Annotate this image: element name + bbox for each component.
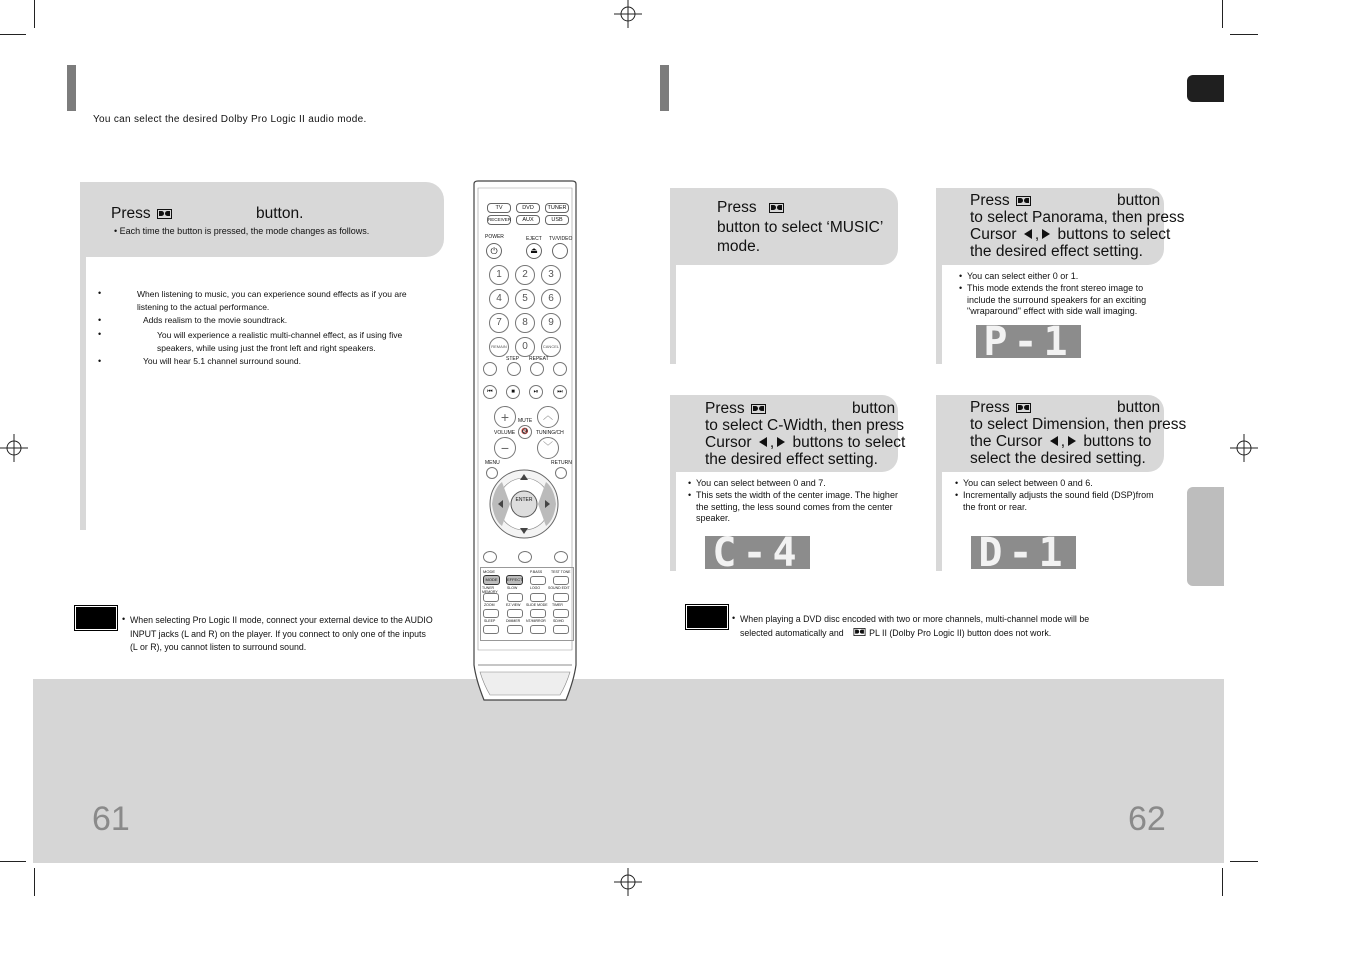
remote-aux-button[interactable]: AUX: [516, 215, 540, 225]
step-1-button-word: button.: [256, 205, 304, 222]
remote-tv-button[interactable]: TV: [487, 203, 511, 213]
pl2-label: PL II: [869, 627, 887, 638]
remote-label: MODE: [483, 569, 495, 574]
step-box-dimension-rule: [936, 465, 942, 571]
mode-cinema-desc: Adds realism to the movie soundtrack.: [143, 315, 288, 325]
remote-sleep-button[interactable]: [483, 625, 499, 634]
remote-tuner-button[interactable]: TUNER: [545, 203, 569, 213]
step-box-1-rule: [80, 250, 86, 530]
remote-audio-button[interactable]: [518, 551, 532, 563]
crop-mark: [1230, 34, 1258, 35]
step-dimension-line1: [970, 399, 1033, 416]
remote-volume-label: VOLUME: [494, 430, 516, 436]
remote-volume-up-button[interactable]: +: [494, 406, 516, 428]
cursor-right-icon: [1068, 436, 1076, 446]
mode-bullet: •: [98, 315, 102, 325]
step-cwidth-button-word: button: [852, 400, 896, 417]
remote-digit-button[interactable]: 5: [515, 289, 535, 309]
remote-stop-button[interactable]: ■: [506, 385, 520, 399]
step-1-press: [111, 205, 174, 222]
mode-bullet: •: [98, 288, 102, 298]
dolby-icon: [1016, 196, 1031, 206]
step-1-note: • Each time the button is pressed, the mode changes as follows.: [114, 226, 370, 236]
dimension-bullet-1: You can select between 0 and 6.: [963, 478, 1093, 488]
remote-nav-pad[interactable]: [488, 468, 560, 540]
step-dimension-button-word: button: [1117, 399, 1161, 416]
section-bar-left: [67, 65, 76, 111]
cursor-left-icon: [1024, 229, 1032, 239]
step-box-panorama-rule: [936, 258, 942, 364]
remote-volume-down-button[interactable]: −: [494, 437, 516, 459]
remote-mute-label: MUTE: [518, 418, 533, 424]
crop-mark: [1222, 868, 1223, 896]
page-number-right: 62: [1128, 800, 1166, 838]
remote-step-label: STEP: [506, 356, 520, 362]
cursor-left-icon: [759, 437, 767, 447]
remote-dimmer-label: DIMMER: [506, 619, 521, 623]
cursor-right-icon: [777, 437, 785, 447]
step-box-music-rule: [670, 258, 676, 364]
remote-remain-button[interactable]: REMAIN: [489, 337, 509, 357]
cursor-right-icon: [1042, 229, 1050, 239]
remote-power-button[interactable]: ⏻: [486, 243, 502, 259]
remote-timer-button[interactable]: [553, 609, 569, 618]
remote-play-pause-button[interactable]: ⏯: [529, 385, 543, 399]
dolby-icon: [769, 203, 784, 213]
step-cwidth-line4: the desired effect setting.: [705, 451, 878, 468]
remote-info-button[interactable]: [483, 551, 497, 563]
remote-usb-button[interactable]: USB: [545, 215, 569, 225]
mode-matrix-desc: You will hear 5.1 channel surround sound.: [143, 356, 301, 366]
display-panorama: P-1: [976, 325, 1081, 358]
step-panorama-line2: to select Panorama, then press: [970, 209, 1185, 226]
remote-testtone-label: TEST TONE: [551, 570, 571, 574]
note-label-box-right: [686, 605, 728, 629]
bullet-marker: •: [955, 490, 959, 500]
remote-mute-button[interactable]: 🔇: [518, 425, 532, 439]
step-music-line2: button to select ‘MUSIC’: [717, 219, 884, 236]
dolby-icon: [1016, 403, 1031, 413]
remote-tuning-down-button[interactable]: ﹀: [537, 437, 559, 459]
remote-digit-button[interactable]: 8: [515, 313, 535, 333]
press-label: Press: [717, 199, 757, 216]
remote-prev-button[interactable]: ⏮: [483, 385, 497, 399]
remote-next-button[interactable]: ⏭: [553, 385, 567, 399]
note-bullet: •: [122, 614, 126, 624]
remote-tuning-label: TUNING/CH: [536, 430, 564, 436]
remote-effect-button[interactable]: EFFECT: [506, 575, 523, 585]
bullet-marker: •: [955, 478, 959, 488]
remote-dvd-button[interactable]: DVD: [516, 203, 540, 213]
step-dimension-line2: to select Dimension, then press: [970, 416, 1187, 433]
crop-mark: [1230, 861, 1258, 862]
remote-slidemode-button[interactable]: [530, 609, 546, 618]
remote-digit-button[interactable]: 6: [541, 289, 561, 309]
remote-rewind-button[interactable]: [483, 362, 497, 376]
remote-ezview-label: EZ VIEW: [506, 603, 521, 607]
display-cwidth: C-4: [705, 536, 810, 569]
remote-mode-button[interactable]: MODE: [483, 575, 500, 585]
step-panorama-line3: Cursor , buttons to select: [970, 226, 1171, 243]
remote-timer-label: TIMER: [552, 603, 563, 607]
press-label: Press: [111, 205, 151, 222]
cursor-label: Cursor: [705, 434, 752, 451]
step-dimension-line3-rest: buttons to: [1083, 433, 1152, 450]
remote-pbass-button[interactable]: [530, 576, 546, 585]
step-cwidth-line1: [705, 400, 768, 417]
remote-enter-label[interactable]: ENTER: [515, 497, 533, 503]
remote-return-label: RETURN: [551, 460, 572, 466]
note-text-right: [740, 613, 1120, 640]
remote-subtitle-button[interactable]: [554, 551, 568, 563]
cursor-left-icon: [1050, 436, 1058, 446]
dolby-icon: [854, 628, 866, 636]
remote-soundedit-label: SOUND EDIT: [548, 586, 570, 590]
remote-logo-button[interactable]: [530, 593, 546, 602]
chapter-tab: [1187, 75, 1224, 102]
remote-power-label: POWER: [485, 234, 504, 240]
remote-digit-button[interactable]: 3: [541, 265, 561, 285]
crop-mark: [0, 861, 26, 862]
display-dimension: D-1: [971, 536, 1076, 569]
remote-repeat-label: REPEAT: [529, 356, 549, 362]
step-panorama-line3-rest: buttons to select: [1057, 226, 1171, 243]
crop-mark: [1222, 0, 1223, 28]
remote-receiver-button[interactable]: RECEIVER: [487, 215, 511, 225]
remote-slow-button[interactable]: [507, 593, 523, 602]
mode-bullet: •: [98, 356, 102, 366]
remote-dimmer-button[interactable]: [507, 625, 523, 634]
mode-prologic-desc: You will experience a realistic multi-channel effect, as if using five speakers, while using just the front left and right speakers.: [157, 330, 403, 353]
remote-step-button[interactable]: [507, 362, 521, 376]
crop-mark: [34, 868, 35, 896]
chapter-tab-gray: [1187, 487, 1224, 586]
remote-slidemode-label: SLIDE MODE: [526, 603, 548, 607]
intro-text: You can select the desired Dolby Pro Logic II audio mode.: [93, 114, 367, 125]
remote-digit-button[interactable]: 2: [515, 265, 535, 285]
crop-mark: [34, 0, 35, 28]
mode-bullet: •: [98, 329, 102, 339]
cwidth-bullet-1: You can select between 0 and 7.: [696, 478, 826, 488]
remote-slow-label: SLOW: [507, 586, 518, 590]
dolby-icon: [751, 404, 766, 414]
remote-digit-button[interactable]: 0: [515, 337, 535, 357]
remote-zoom-label: ZOOM: [484, 603, 495, 607]
step-panorama-line1: [970, 192, 1033, 209]
bullet-marker: •: [959, 283, 963, 293]
remote-eject-button[interactable]: ⏏: [526, 243, 542, 259]
remote-sdhd-button[interactable]: [553, 625, 569, 634]
remote-digit-button[interactable]: 9: [541, 313, 561, 333]
remote-cancel-button[interactable]: CANCEL: [541, 337, 561, 357]
remote-tvvideo-label: TV/VIDEO: [549, 236, 573, 242]
step-panorama-button-word: button: [1117, 192, 1161, 209]
note-right-part-a: When playing a DVD disc encoded with two or more channels, multi-channel mode will be selected automatically and: [740, 614, 1090, 638]
step-cwidth-line2: to select C-Width, then press: [705, 417, 904, 434]
remote-tuner-memory-label: TUNER MEMORY: [482, 586, 498, 594]
note-right-part-b: (Dolby Pro Logic II) button does not work.: [889, 627, 1052, 638]
remote-digit-button[interactable]: 1: [489, 265, 509, 285]
registration-mark-top: [614, 0, 642, 28]
remote-eject-label: EJECT: [526, 236, 542, 242]
press-label: Press: [970, 399, 1010, 416]
remote-digit-button[interactable]: 7: [489, 313, 509, 333]
step-cwidth-line3: Cursor , buttons to select: [705, 434, 906, 451]
section-bar-right: [660, 65, 669, 111]
remote-ntmirror-label: NT/MIRROR: [526, 619, 546, 623]
step-dimension-line3: the Cursor , buttons to: [970, 433, 1152, 450]
page-number-left: 61: [92, 800, 130, 838]
step-music-line1: [717, 199, 786, 216]
registration-mark-left: [0, 434, 28, 462]
mode-music-desc: When listening to music, you can experience sound effects as if you are listening to the actual performance.: [137, 289, 407, 312]
remote-sdhd-label: SD/HD: [553, 619, 564, 623]
remote-pbass-label: P.BASS: [530, 570, 543, 574]
remote-logo-label: LOGO: [530, 586, 541, 590]
remote-ntmirror-button[interactable]: [530, 625, 546, 634]
remote-tvvideo-button[interactable]: [552, 243, 568, 259]
remote-menu-label: MENU: [485, 460, 500, 466]
panorama-bullet-1: You can select either 0 or 1.: [967, 271, 1079, 281]
press-label: Press: [970, 192, 1010, 209]
remote-ezview-button[interactable]: [507, 609, 523, 618]
remote-sleep-label: SLEEP: [484, 619, 496, 623]
cwidth-bullet-2: This sets the width of the center image. The higher the setting, the less sound comes from the center speaker.: [696, 490, 898, 523]
bullet-marker: •: [688, 478, 692, 488]
note-label-box: [75, 606, 117, 630]
step-box-cwidth-rule: [670, 465, 676, 571]
remote-digit-button[interactable]: 4: [489, 289, 509, 309]
remote-repeat-button[interactable]: [530, 362, 544, 376]
remote-zoom-button[interactable]: [483, 609, 499, 618]
cursor-label: the Cursor: [970, 433, 1043, 450]
remote-tuning-up-button[interactable]: ︿: [537, 406, 559, 428]
remote-ffwd-button[interactable]: [553, 362, 567, 376]
press-label: Press: [705, 400, 745, 417]
panorama-bullet-2: This mode extends the front stereo image to include the surround speakers for an exciting "wraparound" effect with side wall imaging.: [967, 283, 1147, 316]
note-text-left: When selecting Pro Logic II mode, connect your external device to the AUDIO INPUT jacks (L and R) on the player. If you connect to only one of the inputs (L or R), you cannot listen to surround sound.: [130, 615, 433, 652]
remote-soundedit-button[interactable]: [553, 593, 569, 602]
dimension-bullet-2: Incrementally adjusts the sound field (DSP)from the front or rear.: [963, 490, 1154, 512]
note-bullet: •: [732, 613, 736, 623]
registration-mark-bottom: [614, 868, 642, 896]
crop-mark: [0, 34, 26, 35]
cursor-label: Cursor: [970, 226, 1017, 243]
step-cwidth-line3-rest: buttons to select: [792, 434, 906, 451]
step-dimension-line4: select the desired setting.: [970, 450, 1146, 467]
bullet-marker: •: [959, 271, 963, 281]
step-panorama-line4: the desired effect setting.: [970, 243, 1143, 260]
dolby-icon: [157, 209, 172, 219]
step-music-line3: mode.: [717, 238, 761, 255]
remote-testtone-button[interactable]: [553, 576, 569, 585]
step-1-note-text: Each time the button is pressed, the mode changes as follows.: [119, 226, 370, 236]
registration-mark-right: [1230, 434, 1258, 462]
footer-band: [33, 679, 1224, 863]
remote-tuner-memory-button[interactable]: [483, 593, 499, 602]
bullet-marker: •: [688, 490, 692, 500]
